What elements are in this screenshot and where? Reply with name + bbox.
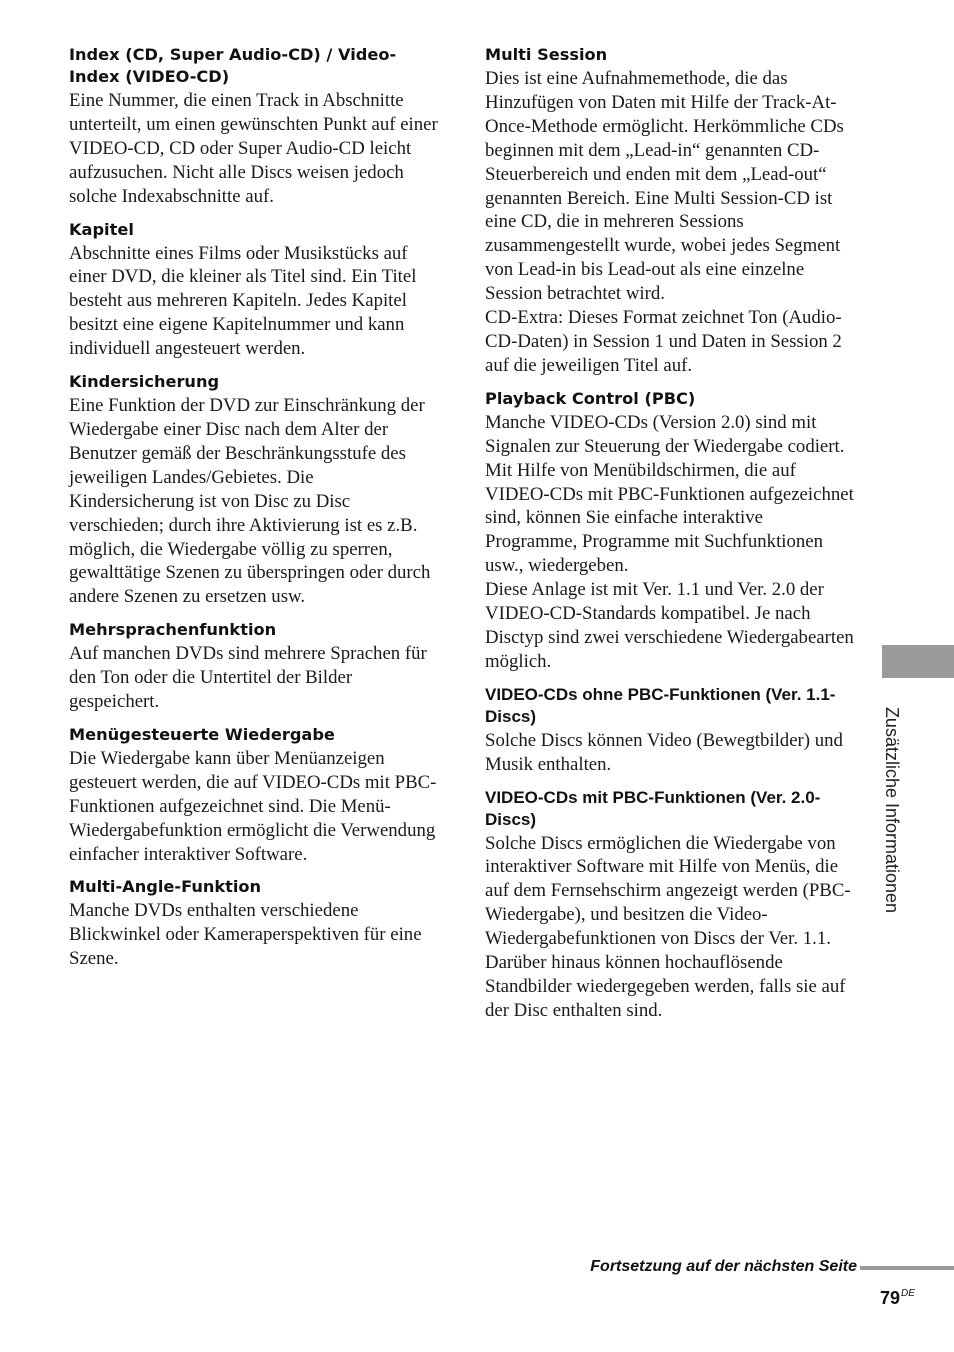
glossary-entry [485, 388, 857, 674]
entry-heading: Multi Session [485, 45, 608, 64]
continued-rule [860, 1266, 954, 1270]
glossary-entry [69, 219, 441, 362]
page-number-value: 79 [880, 1288, 901, 1308]
entry-heading: Index (CD, Super Audio-CD) / Video-Index (VIDEO-CD) [69, 45, 397, 86]
entry-heading: Playback Control (PBC) [485, 388, 696, 408]
page-number [880, 1282, 940, 1310]
glossary-entry [485, 44, 857, 378]
entry-paragraph: Eine Nummer, die einen Track in Abschnitte unterteilt, um einen gewünschten Punkt auf einer VIDEO-CD, CD oder Super Audio-CD leicht aufzusuchen. Nicht alle Discs weisen jedoch solche Indexabschnitte auf. [69, 90, 438, 207]
entry-paragraph: Solche Discs können Video (Bewegtbilder) und Musik enthalten. [485, 729, 843, 775]
entry-paragraph: Auf manchen DVDs sind mehrere Sprachen für den Ton oder die Untertitel der Bilder gespeichert. [69, 643, 427, 713]
entry-heading: Kindersicherung [69, 372, 220, 392]
glossary-entry [485, 787, 857, 1023]
entry-heading: VIDEO-CDs ohne PBC-Funktionen (Ver. 1.1-Discs) [485, 684, 836, 726]
entry-paragraph: Die Wiedergabe kann über Menüanzeigen gesteuert werden, die auf VIDEO-CDs mit PBC-Funktionen aufgezeichnet sind. Die Menü-Wiedergabefunktion ermöglicht die Verwendung einfacher interaktiver Software. [69, 747, 437, 865]
section-tab-marker [882, 645, 954, 678]
entry-paragraph: Dies ist eine Aufnahmemethode, die das Hinzufügen von Daten mit Hilfe der Track-At-Once-Methode ermöglicht. Herkömmliche CDs beginnen mit dem „Lead-in“ genannten CD-Steuerbereich und enden mit dem „Lead-out“ genannten Bereich. Eine Multi Session-CD ist eine CD, die in mehreren Sessions zusammengestellt wurde, wobei jedes Segment von Lead-in bis Lead-out als eine einzelne Session betrachtet wird. [485, 68, 844, 305]
continued-note: Fortsetzung auf der nächsten Seite [590, 1258, 857, 1275]
glossary-entry [485, 684, 857, 777]
entry-paragraph: Eine Funktion der DVD zur Einschränkung der Wiedergabe einer Disc nach dem Alter der Benutzer gemäß der Beschränkungsstufe des jeweiligen Landes/Gebietes. Die Kindersicherung ist von Disc zu Disc verschieden; durch ihre Aktivierung ist es z.B. möglich, die Wiedergabe völlig zu sperren, gewalttätige Szenen zu überspringen oder durch andere Szenen zu ersetzen usw. [69, 395, 431, 608]
entry-paragraph: Solche Discs ermöglichen die Wiedergabe von interaktiver Software mit Hilfe von Menüs, die auf dem Fernsehschirm angezeigt werden (PBC-Wiedergabe), und besitzen die Video-Wiedergabefunktionen von Discs der Ver. 1.1. Darüber hinaus können hochauflösende Standbilder wiedergegeben werden, falls sie auf der Disc enthalten sind. [485, 832, 851, 1021]
entry-heading: Menügesteuerte Wiedergabe [69, 724, 335, 744]
entry-heading: Multi-Angle-Funktion [69, 877, 262, 897]
right-column [485, 44, 857, 1033]
glossary-entry [69, 44, 441, 209]
section-side-label: Zusätzliche Informationen [882, 706, 902, 914]
left-column [69, 44, 441, 981]
glossary-entry [69, 724, 441, 867]
entry-paragraph: Abschnitte eines Films oder Musikstücks auf einer DVD, die kleiner als Titel sind. Ein Titel besteht aus mehreren Kapiteln. Jedes Kapitel besitzt eine eigene Kapitelnummer und kann individuell angesteuert werden. [69, 242, 417, 360]
entry-paragraph: Manche DVDs enthalten verschiedene Blickwinkel oder Kameraperspektiven für eine Szene. [69, 900, 422, 970]
entry-heading: VIDEO-CDs mit PBC-Funktionen (Ver. 2.0-Discs) [485, 787, 821, 829]
glossary-entry [69, 371, 441, 609]
entry-heading: Kapitel [69, 219, 134, 239]
entry-heading: Mehrsprachenfunktion [69, 620, 277, 640]
glossary-entry [69, 876, 441, 971]
page-number-suffix: DE [901, 1288, 915, 1299]
entry-paragraph: Diese Anlage ist mit Ver. 1.1 und Ver. 2.0 der VIDEO-CD-Standards kompatibel. Je nach Disctyp sind zwei verschiedene Wiedergabearten möglich. [485, 579, 854, 672]
entry-paragraph: Manche VIDEO-CDs (Version 2.0) sind mit Signalen zur Steuerung der Wiedergabe codiert. Mit Hilfe von Menübildschirmen, die auf VIDEO-CDs mit PBC-Funktionen aufgezeichnet sind, können Sie einfache interaktive Programme, Programme mit Suchfunktionen usw., wiedergeben. [485, 411, 854, 577]
glossary-entry [69, 619, 441, 714]
entry-paragraph: CD-Extra: Dieses Format zeichnet Ton (Audio-CD-Daten) in Session 1 und Daten in Session 2 auf die jeweiligen Titel auf. [485, 307, 842, 376]
